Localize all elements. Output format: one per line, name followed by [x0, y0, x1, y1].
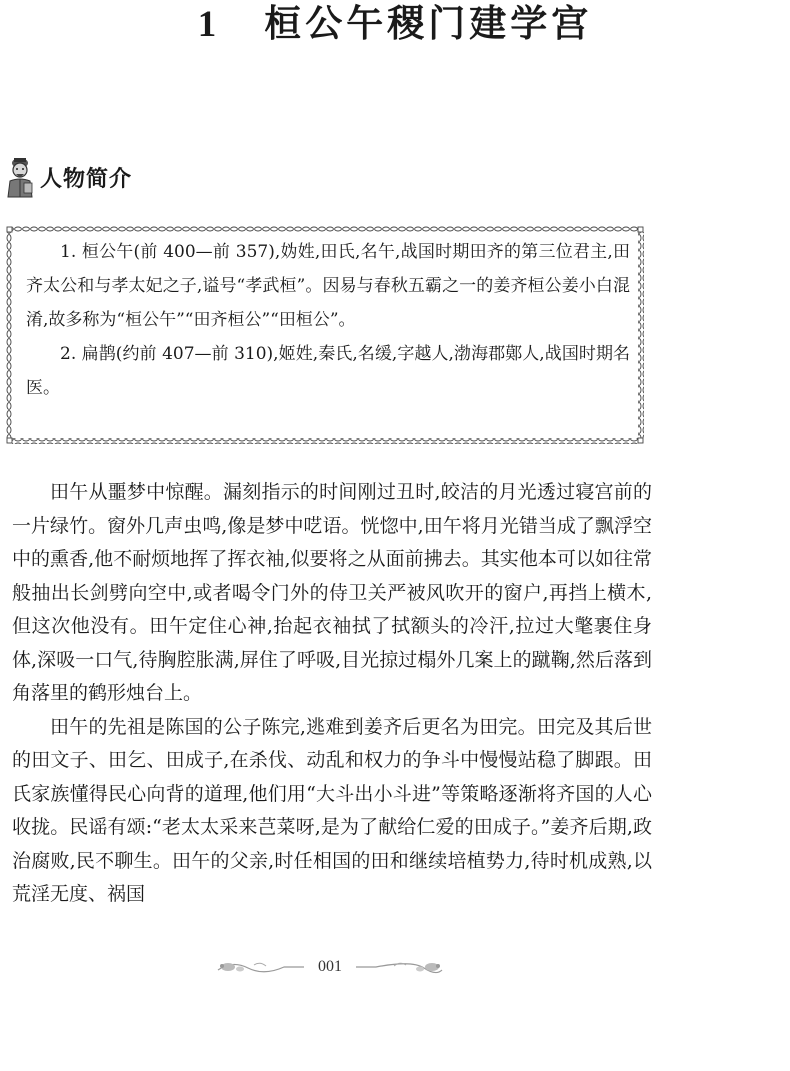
left-floral-scroll-ornament: [214, 956, 306, 978]
page-number: 001: [318, 958, 342, 975]
profile-entry: 1. 桓公午(前 400—前 357),妫姓,田氏,名午,战国时期田齐的第三位君主,田齐太公和与孝太妃之子,谥号“孝武桓”。因易与春秋五霸之一的姜齐桓公姜小白混淆,故多称为“桓公午”“田齐桓公”“田桓公”。: [26, 242, 630, 330]
body-paragraph: 田午的先祖是陈国的公子陈完,逃难到姜齐后更名为田完。田完及其后世的田文子、田乞、田成子,在杀伐、动乱和权力的争斗中慢慢站稳了脚跟。田氏家族懂得民心向背的道理,他们用“大斗出小斗进”等策略逐渐将齐国的人心收拢。民谣有颂:“老太太采来芑菜呀,是为了献给仁爱的田成子。”姜齐后期,政治腐败,民不聊生。田午的父亲,时任相国的田和继续培植势力,待时机成熟,以荒淫无度、祸国: [12, 715, 652, 905]
character-profile-box: [6, 226, 644, 444]
scholar-figure-icon: [4, 155, 36, 199]
section-heading-label: 人物简介: [40, 166, 133, 192]
section-heading: [4, 155, 132, 199]
body-paragraph: 田午从噩梦中惊醒。漏刻指示的时间刚过丑时,皎洁的月光透过寝宫前的一片绿竹。窗外几声虫鸣,像是梦中呓语。恍惚中,田午将月光错当成了飘浮空中的熏香,他不耐烦地挥了挥衣袖,似要将之从面前拂去。其实他本可以如往常般抽出长剑劈向空中,或者喝令门外的侍卫关严被风吹开的窗户,再挡上横木,但这次他没有。田午定住心神,抬起衣袖拭了拭额头的冷汗,拉过大氅裹住身体,深吸一口气,待胸腔胀满,屏住了呼吸,目光掠过榻外几案上的蹴鞠,然后落到角落里的鹤形烛台上。: [12, 481, 652, 704]
chapter-title-text: 桓公午稷门建学宫: [264, 2, 593, 45]
chapter-title: [0, 2, 790, 47]
profile-text: [26, 235, 630, 405]
body-text: [12, 476, 652, 912]
profile-entry: 2. 扁鹊(约前 407—前 310),姬姓,秦氏,名缓,字越人,渤海郡鄚人,战国时期名医。: [26, 344, 630, 398]
chapter-number: 1: [197, 4, 221, 45]
right-floral-scroll-ornament: [354, 956, 446, 978]
page-footer: [0, 952, 660, 982]
